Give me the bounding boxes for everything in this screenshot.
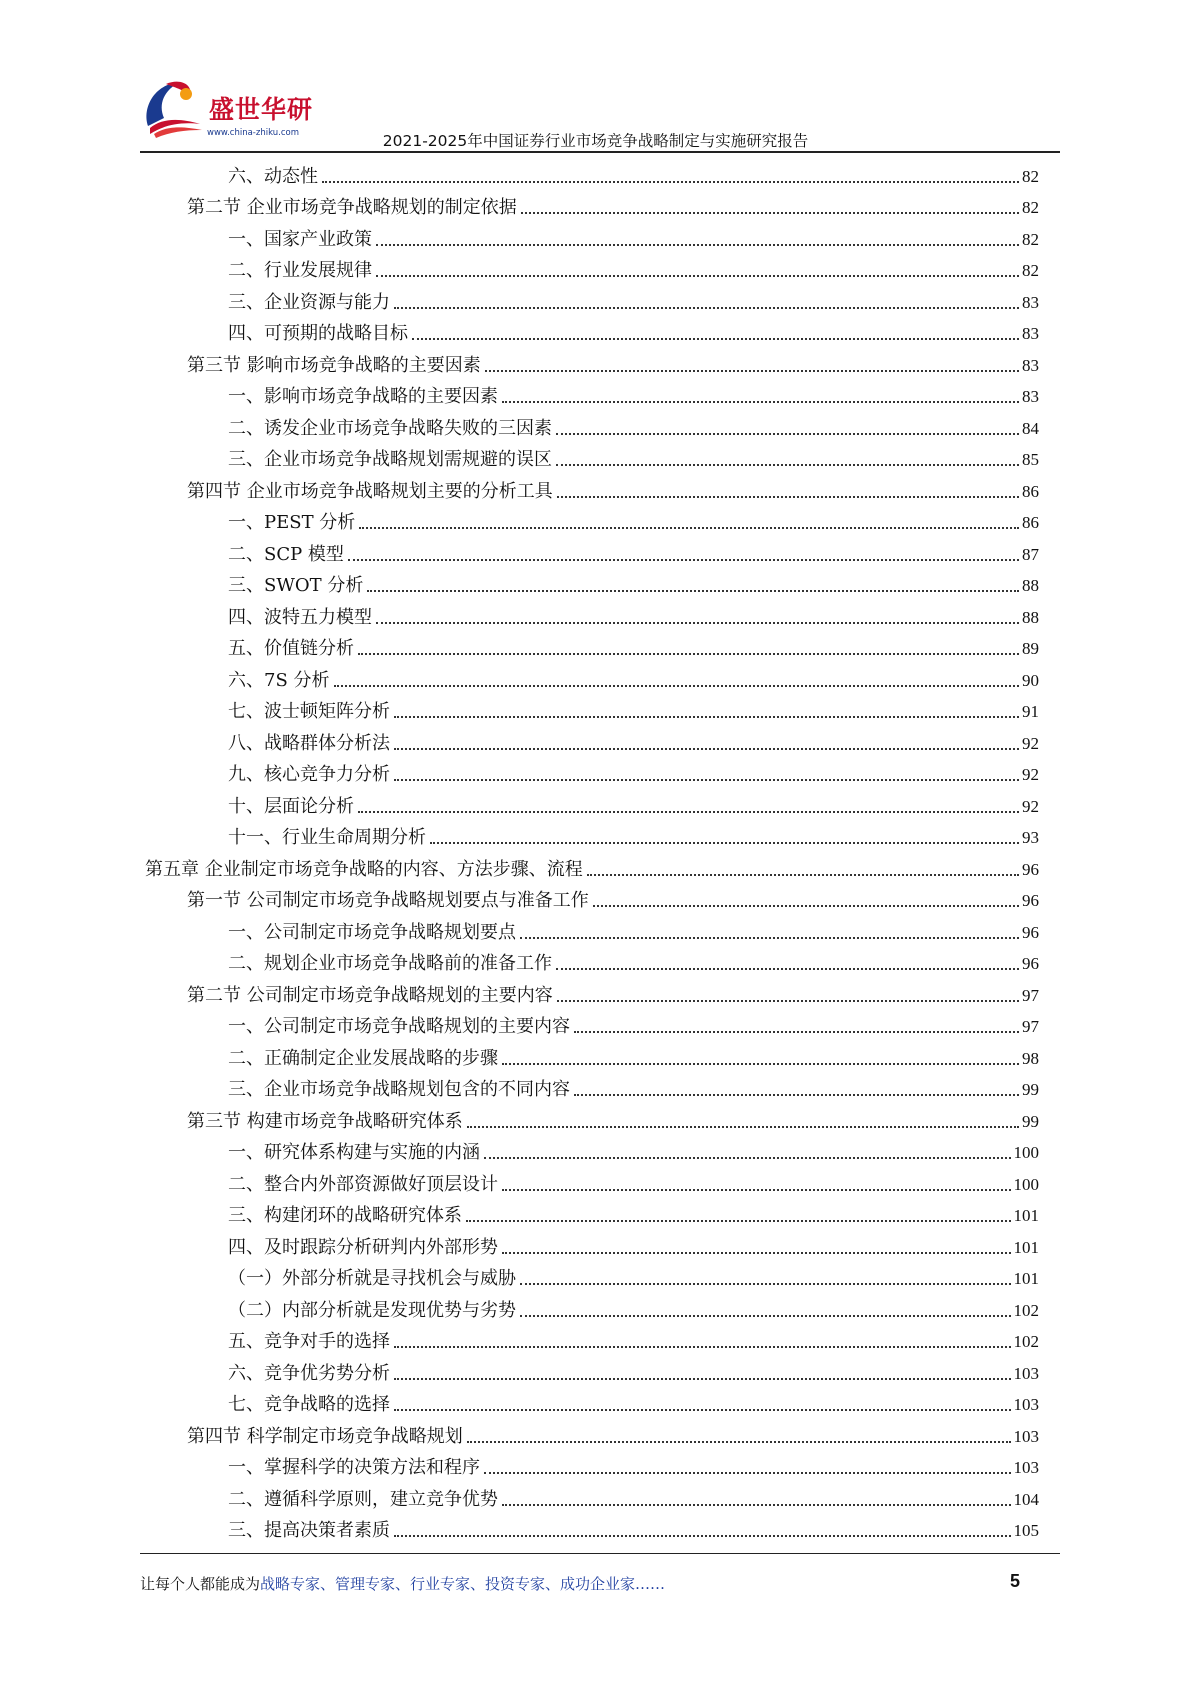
toc-leader-dots [574, 1094, 1019, 1096]
toc-leader-dots [520, 1283, 1011, 1285]
toc-entry-page: 86 [1022, 481, 1039, 501]
toc-entry[interactable] [0, 1452, 1039, 1484]
toc-entry-title: 六、竞争优劣势分析 [228, 1362, 390, 1384]
toc-leader-dots [467, 1126, 1019, 1128]
toc-entry[interactable] [0, 381, 1039, 413]
toc-leader-dots [485, 370, 1019, 372]
toc-entry[interactable] [0, 664, 1039, 696]
toc-entry-title: 一、公司制定市场竞争战略规划的主要内容 [228, 1016, 570, 1037]
toc-entry-page: 101 [1013, 1237, 1039, 1257]
toc-entry-title: 三、企业市场竞争战略规划需规避的误区 [228, 449, 552, 470]
toc-entry-page: 87 [1022, 544, 1039, 564]
toc-entry-title: 十、层面论分析 [228, 795, 354, 817]
toc-entry-title: 二、SCP 模型 [228, 543, 344, 565]
toc-entry-title: 一、研究体系构建与实施的内涵 [228, 1142, 480, 1163]
toc-entry-title: 第二节 企业市场竞争战略规划的制定依据 [187, 197, 517, 218]
toc-entry-page: 83 [1022, 324, 1039, 343]
toc-leader-dots [521, 212, 1019, 214]
toc-leader-dots [467, 1441, 1011, 1443]
toc-entry-title: 七、竞争战略的选择 [228, 1394, 390, 1415]
toc-entry-title: 一、掌握科学的决策方法和程序 [228, 1457, 480, 1478]
toc-entry-title: 一、公司制定市场竞争战略规划要点 [228, 921, 516, 943]
toc-entry[interactable] [0, 475, 1039, 507]
toc-entry[interactable] [0, 979, 1039, 1011]
toc-entry-page: 98 [1022, 1048, 1039, 1068]
toc-leader-dots [502, 1252, 1011, 1254]
toc-entry-page: 103 [1013, 1395, 1039, 1414]
toc-entry-title: 三、企业市场竞争战略规划包含的不同内容 [228, 1079, 570, 1100]
toc-leader-dots [394, 1535, 1011, 1537]
toc-entry-page: 100 [1013, 1174, 1039, 1194]
toc-entry[interactable] [0, 255, 1039, 287]
toc-entry-page: 97 [1022, 1017, 1039, 1036]
toc-entry-page: 86 [1022, 513, 1039, 532]
toc-entry-page: 93 [1022, 828, 1039, 847]
toc-entry[interactable] [0, 444, 1039, 476]
toc-entry[interactable] [0, 1326, 1039, 1358]
toc-leader-dots [574, 1031, 1019, 1033]
toc-entry-page: 96 [1022, 891, 1039, 910]
toc-entry-title: （二）内部分析就是发现优势与劣势 [228, 1299, 516, 1321]
toc-leader-dots [484, 1157, 1011, 1159]
toc-entry-title: 四、可预期的战略目标 [228, 323, 408, 344]
toc-entry[interactable] [0, 916, 1039, 948]
toc-leader-dots [430, 842, 1019, 844]
toc-entry[interactable] [0, 192, 1039, 224]
toc-entry-page: 105 [1013, 1521, 1039, 1540]
toc-entry-title: 第四节 科学制定市场竞争战略规划 [187, 1425, 463, 1447]
toc-entry-page: 82 [1022, 229, 1039, 249]
toc-leader-dots [556, 464, 1019, 466]
toc-entry-page: 100 [1013, 1143, 1039, 1162]
footer-highlight: 战略专家、管理专家、行业专家、投资专家、成功企业家…… [260, 1575, 666, 1593]
toc-entry-title: 九、核心竞争力分析 [228, 764, 390, 785]
toc-entry-page: 101 [1013, 1206, 1039, 1225]
toc-entry-title: 二、诱发企业市场竞争战略失败的三因素 [228, 417, 552, 439]
toc-entry-page: 88 [1022, 607, 1039, 627]
toc-entry[interactable] [0, 727, 1039, 759]
footer-lead: 让每个人都能成为 [140, 1575, 261, 1593]
toc-leader-dots [502, 1189, 1011, 1191]
logo-url: www.china-zhiku.com [207, 128, 299, 138]
toc-entry-title: 二、整合内外部资源做好顶层设计 [228, 1173, 498, 1195]
toc-entry[interactable] [0, 1011, 1039, 1043]
toc-entry-title: 八、战略群体分析法 [228, 732, 390, 754]
toc-leader-dots [466, 1220, 1011, 1222]
toc-entry-page: 102 [1013, 1332, 1039, 1351]
toc-entry[interactable] [0, 570, 1039, 602]
toc-entry[interactable] [0, 1357, 1039, 1389]
toc-leader-dots [394, 1409, 1011, 1411]
toc-entry-title: 六、动态性 [228, 165, 318, 187]
toc-entry-title: 第三节 构建市场竞争战略研究体系 [187, 1110, 463, 1132]
toc-entry-title: 第三节 影响市场竞争战略的主要因素 [187, 354, 481, 376]
toc-entry[interactable] [0, 1074, 1039, 1106]
toc-entry[interactable] [0, 1389, 1039, 1421]
toc-entry-page: 92 [1022, 796, 1039, 816]
toc-leader-dots [322, 181, 1019, 183]
toc-entry-page: 103 [1013, 1458, 1039, 1477]
toc-entry-title: 六、7S 分析 [228, 669, 330, 691]
toc-entry-page: 83 [1022, 355, 1039, 375]
toc-leader-dots [556, 433, 1019, 435]
toc-leader-dots [359, 527, 1019, 529]
toc-entry-page: 89 [1022, 639, 1039, 658]
toc-entry-title: 二、正确制定企业发展战略的步骤 [228, 1047, 498, 1069]
toc-entry-title: 四、波特五力模型 [228, 606, 372, 628]
toc-entry[interactable] [0, 1042, 1039, 1074]
toc-leader-dots [376, 622, 1019, 624]
toc-leader-dots [520, 1315, 1011, 1317]
toc-leader-dots [484, 1472, 1011, 1474]
toc-entry-page: 92 [1022, 733, 1039, 753]
page-number: 5 [1010, 1571, 1021, 1591]
toc-entry-page: 91 [1022, 702, 1039, 721]
toc-entry-title: 三、提高决策者素质 [228, 1520, 390, 1541]
toc-entry-page: 83 [1022, 292, 1039, 312]
toc-entry[interactable] [0, 1105, 1039, 1137]
toc-entry-page: 101 [1013, 1269, 1039, 1288]
toc-leader-dots [394, 1346, 1011, 1348]
toc-leader-dots [394, 716, 1019, 718]
toc-entry[interactable] [0, 696, 1039, 728]
toc-entry[interactable] [0, 507, 1039, 539]
toc-entry-page: 103 [1013, 1363, 1039, 1383]
toc-entry-title: 一、PEST 分析 [228, 512, 356, 533]
toc-entry-page: 99 [1022, 1080, 1039, 1099]
toc-entry[interactable] [0, 412, 1039, 444]
toc-entry-page: 96 [1022, 954, 1039, 973]
toc-entry-title: 五、竞争对手的选择 [228, 1331, 390, 1352]
toc-entry-page: 82 [1022, 198, 1039, 217]
toc-leader-dots [412, 338, 1019, 340]
toc-entry[interactable] [0, 286, 1039, 318]
footer-divider [140, 1553, 1060, 1554]
toc-leader-dots [394, 1378, 1011, 1380]
toc-leader-dots [557, 496, 1019, 498]
toc-leader-dots [587, 874, 1019, 876]
toc-entry-page: 97 [1022, 985, 1039, 1005]
table-of-contents [0, 160, 1191, 1546]
toc-entry[interactable] [0, 223, 1039, 255]
toc-entry[interactable] [0, 318, 1039, 350]
toc-entry-title: 二、遵循科学原则，建立竞争优势 [228, 1488, 498, 1510]
toc-entry[interactable] [0, 538, 1039, 570]
toc-entry[interactable] [0, 822, 1039, 854]
toc-entry-page: 88 [1022, 576, 1039, 595]
toc-entry[interactable] [0, 1137, 1039, 1169]
toc-entry[interactable] [0, 160, 1039, 192]
toc-leader-dots [334, 685, 1019, 687]
toc-leader-dots [358, 653, 1019, 655]
toc-entry-title: （一）外部分析就是寻找机会与威胁 [228, 1268, 516, 1289]
toc-entry-page: 96 [1022, 859, 1039, 879]
toc-entry[interactable] [0, 349, 1039, 381]
toc-entry-page: 90 [1022, 670, 1039, 690]
toc-entry[interactable] [0, 885, 1039, 917]
toc-entry[interactable] [0, 1515, 1039, 1547]
toc-leader-dots [557, 1000, 1019, 1002]
toc-leader-dots [348, 559, 1019, 561]
toc-entry-page: 82 [1022, 166, 1039, 186]
toc-leader-dots [358, 811, 1019, 813]
toc-entry-page: 103 [1013, 1426, 1039, 1446]
toc-entry[interactable] [0, 633, 1039, 665]
toc-entry-page: 99 [1022, 1111, 1039, 1131]
toc-entry-title: 第二节 公司制定市场竞争战略规划的主要内容 [187, 984, 553, 1006]
toc-leader-dots [593, 905, 1019, 907]
toc-entry-page: 82 [1022, 261, 1039, 280]
toc-leader-dots [502, 401, 1019, 403]
toc-leader-dots [520, 937, 1019, 939]
toc-entry[interactable] [0, 1168, 1039, 1200]
toc-entry-title: 五、价值链分析 [228, 638, 354, 659]
toc-leader-dots [367, 590, 1019, 592]
toc-entry-page: 96 [1022, 922, 1039, 942]
toc-entry[interactable] [0, 1294, 1039, 1326]
toc-entry[interactable] [0, 601, 1039, 633]
toc-entry-title: 第五章 企业制定市场竞争战略的内容、方法步骤、流程 [145, 858, 583, 880]
toc-entry[interactable] [0, 1231, 1039, 1263]
toc-entry-title: 三、企业资源与能力 [228, 291, 390, 313]
toc-leader-dots [394, 779, 1019, 781]
toc-entry-page: 83 [1022, 387, 1039, 406]
toc-entry-title: 二、行业发展规律 [228, 260, 372, 281]
toc-leader-dots [376, 275, 1019, 277]
toc-leader-dots [556, 968, 1019, 970]
toc-entry[interactable] [0, 759, 1039, 791]
toc-leader-dots [394, 307, 1019, 309]
report-title: 2021-2025年中国证券行业市场竞争战略制定与实施研究报告 [382, 132, 809, 150]
toc-entry[interactable] [0, 1483, 1039, 1515]
logo-name: 盛世华研 [209, 95, 314, 124]
footer-slogan [140, 1573, 665, 1594]
toc-entry-title: 四、及时跟踪分析研判内外部形势 [228, 1236, 498, 1258]
toc-entry[interactable] [0, 1263, 1039, 1295]
toc-entry-title: 第一节 公司制定市场竞争战略规划要点与准备工作 [187, 890, 589, 911]
toc-entry-title: 二、规划企业市场竞争战略前的准备工作 [228, 953, 552, 974]
toc-entry-page: 85 [1022, 450, 1039, 469]
toc-entry-page: 92 [1022, 765, 1039, 784]
toc-entry-page: 84 [1022, 418, 1039, 438]
toc-entry-title: 七、波士顿矩阵分析 [228, 701, 390, 722]
toc-entry-title: 一、影响市场竞争战略的主要因素 [228, 386, 498, 407]
toc-entry-title: 一、国家产业政策 [228, 228, 372, 250]
toc-entry[interactable] [0, 1420, 1039, 1452]
toc-entry[interactable] [0, 948, 1039, 980]
toc-entry-page: 102 [1013, 1300, 1039, 1320]
toc-entry-title: 三、构建闭环的战略研究体系 [228, 1205, 462, 1226]
toc-leader-dots [394, 748, 1019, 750]
toc-entry-page: 104 [1013, 1489, 1039, 1509]
toc-entry-title: 第四节 企业市场竞争战略规划主要的分析工具 [187, 480, 553, 502]
toc-leader-dots [376, 244, 1019, 246]
toc-entry[interactable] [0, 790, 1039, 822]
header-divider [140, 151, 1060, 153]
toc-entry-title: 十一、行业生命周期分析 [228, 827, 426, 848]
toc-entry[interactable] [0, 1200, 1039, 1232]
toc-entry[interactable] [0, 853, 1039, 885]
toc-entry-title: 三、SWOT 分析 [228, 575, 364, 596]
toc-leader-dots [502, 1063, 1019, 1065]
toc-leader-dots [502, 1504, 1011, 1506]
